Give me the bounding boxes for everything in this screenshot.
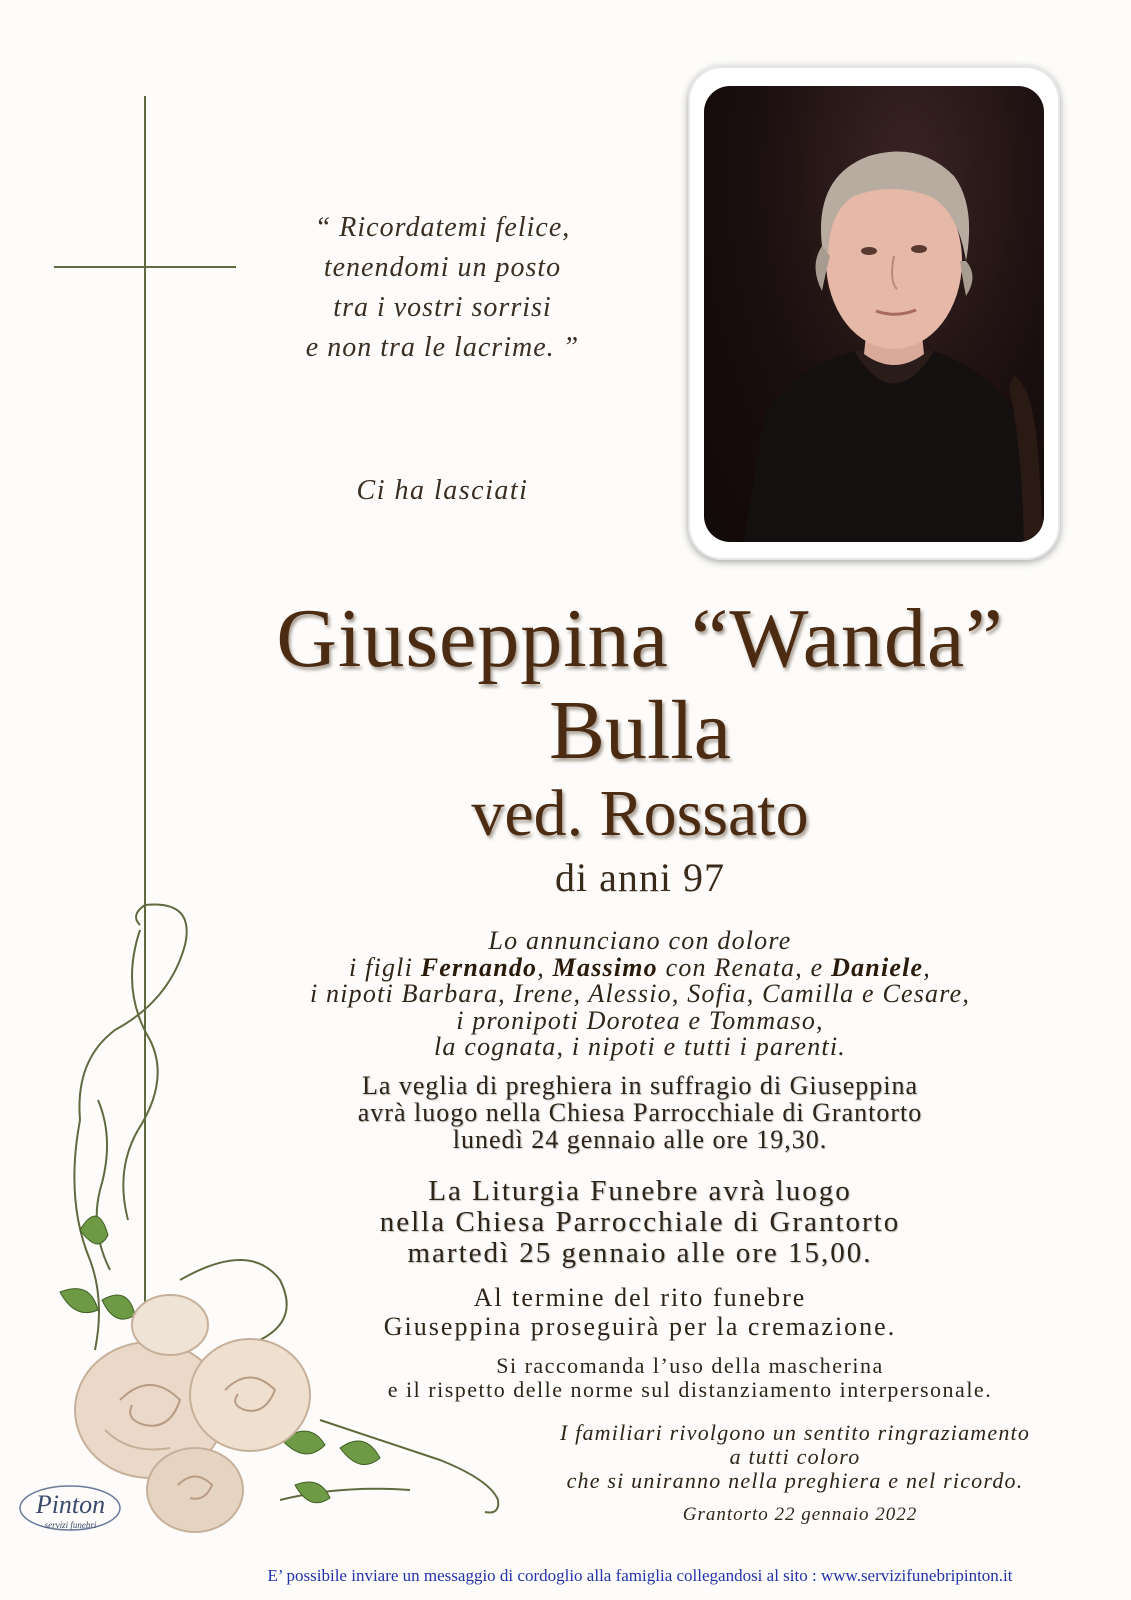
deceased-surname: Bulla: [549, 684, 731, 777]
left-us-text: Ci ha lasciati: [356, 475, 529, 506]
deceased-full-name: Giuseppina “Wanda”: [276, 592, 1004, 685]
child-name: Daniele: [831, 952, 924, 982]
liturgy-line: martedì 25 gennaio alle ore 15,00.: [407, 1237, 873, 1269]
cross-bar: [54, 266, 236, 268]
announce-line: la cognata, i nipoti e tutti i parenti.: [434, 1032, 846, 1061]
announce-line: Lo annunciano con dolore: [488, 926, 792, 955]
quote-line: tra i vostri sorrisi: [333, 292, 552, 323]
thanks-line: che si uniranno nella preghiera e nel ricordo.: [566, 1468, 1024, 1493]
liturgy-line: nella Chiesa Parrocchiale di Grantorto: [379, 1206, 901, 1238]
child-name: Massimo: [552, 952, 658, 982]
cremation-line: Al termine del rito funebre: [473, 1283, 807, 1312]
quote-line: “ Ricordatemi felice,: [314, 212, 571, 243]
rose-decoration-icon: [20, 900, 500, 1540]
thanks-line: I familiari rivolgono un sentito ringraziamento: [559, 1420, 1031, 1445]
child-name: Fernando: [420, 952, 538, 982]
announce-line: i nipoti Barbara, Irene, Alessio, Sofia, Camilla e Cesare,: [309, 979, 971, 1008]
thanks-note: [500, 1421, 1090, 1493]
text: ,: [923, 952, 931, 982]
pinton-logo-icon: [18, 1478, 123, 1538]
quote-line: e non tra le lacrime. ”: [305, 332, 580, 363]
thanks-line: a tutti coloro: [729, 1444, 861, 1469]
condolence-link[interactable]: E’ possibile inviare un messaggio di cordoglio alla famiglia collegandosi al sito : www.servizifunebripinton.it: [267, 1566, 1013, 1585]
liturgy-line: La Liturgia Funebre avrà luogo: [428, 1175, 852, 1207]
mask-line: Si raccomanda l’uso della mascherina: [496, 1353, 884, 1378]
deceased-widow-of: ved. Rossato: [471, 777, 809, 850]
memorial-quote: [240, 208, 645, 368]
portrait-frame: [688, 66, 1060, 560]
logo-subtitle: servizi funebri: [44, 1520, 97, 1530]
text: i figli: [349, 952, 421, 982]
deceased-age: di anni 97: [555, 855, 725, 900]
place-date: Grantorto 22 gennaio 2022: [682, 1504, 918, 1525]
vigil-line: lunedì 24 gennaio alle ore 19,30.: [452, 1125, 828, 1154]
quote-line: tenendomi un posto: [323, 252, 562, 283]
text: ,: [537, 952, 553, 982]
text: con Renata, e: [657, 952, 832, 982]
announce-line: i pronipoti Dorotea e Tommaso,: [456, 1005, 824, 1035]
portrait-photo: [704, 86, 1044, 542]
logo-name: Pinton: [35, 1490, 106, 1519]
vigil-line: avrà luogo nella Chiesa Parrocchiale di Grantorto: [357, 1098, 923, 1127]
mask-line: e il rispetto delle norme sul distanziamento interpersonale.: [387, 1377, 993, 1402]
vigil-line: La veglia di preghiera in suffragio di Giuseppina: [361, 1071, 919, 1100]
cremation-line: Giuseppina proseguirà per la cremazione.: [383, 1312, 897, 1341]
